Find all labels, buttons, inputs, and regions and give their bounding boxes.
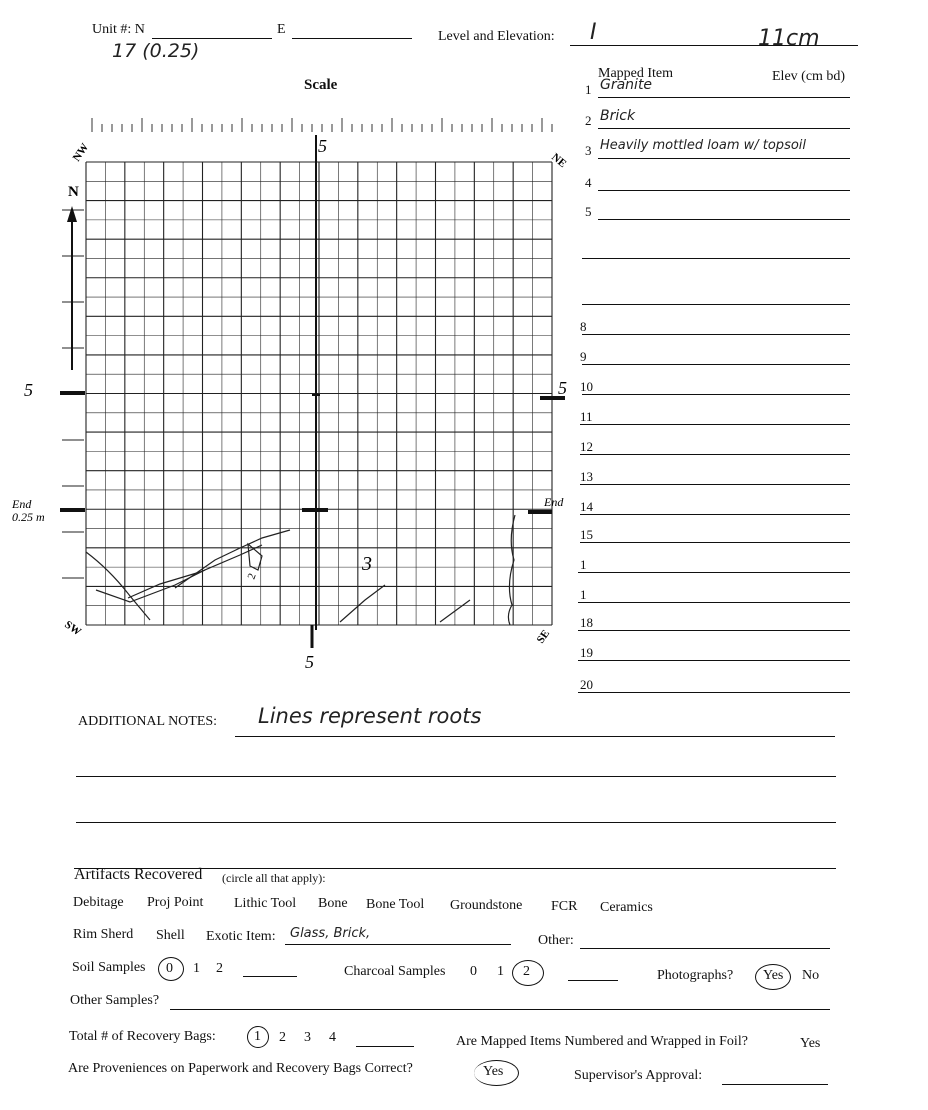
artifact-shell[interactable]: Shell <box>156 928 185 943</box>
mapped-item-heading: Mapped Item <box>598 66 674 81</box>
notes-line-1 <box>235 736 835 737</box>
other-label: Other: <box>538 933 574 948</box>
mapped-row-number: 13 <box>580 469 593 484</box>
mapped-row-line <box>598 128 850 129</box>
soil-option-1[interactable]: 1 <box>193 961 200 976</box>
artifact-fcr[interactable]: FCR <box>551 899 578 914</box>
photographs-label: Photographs? <box>657 968 734 983</box>
mapped-row-line <box>578 692 850 693</box>
mapped-row-line <box>580 484 850 485</box>
soil-samples-label: Soil Samples <box>72 960 146 975</box>
left-marker: 5 <box>24 380 33 400</box>
charcoal-option-2[interactable]: 2 <box>523 964 530 979</box>
soil-option-0[interactable]: 0 <box>166 961 173 976</box>
root-sketch-lines <box>86 515 515 625</box>
scale-ticks <box>92 118 552 132</box>
charcoal-samples-label: Charcoal Samples <box>344 964 446 979</box>
mapped-row-line <box>580 542 850 543</box>
mapped-row-text: Brick <box>600 108 636 124</box>
corner-se: SE <box>534 627 553 646</box>
level-label: Level and Elevation: <box>438 29 555 44</box>
notes-line-3 <box>76 822 836 823</box>
photos-yes[interactable]: Yes <box>763 968 784 983</box>
artifact-bone-tool[interactable]: Bone Tool <box>366 897 425 912</box>
mapped-row-number: 10 <box>580 379 593 394</box>
mapped-row-number: 19 <box>580 645 593 660</box>
wrapped-foil-yes[interactable]: Yes <box>800 1036 821 1051</box>
other-samples-label: Other Samples? <box>70 993 160 1008</box>
exotic-item-label: Exotic Item: <box>206 929 276 944</box>
charcoal-option-0[interactable]: 0 <box>470 964 477 979</box>
north-arrow-icon <box>67 206 77 370</box>
mapped-row-line <box>580 514 850 515</box>
exotic-item-line <box>285 944 511 945</box>
mapped-row-line <box>578 630 850 631</box>
mapped-row-number: 8 <box>580 319 587 334</box>
mapped-row-number: 5 <box>585 204 592 219</box>
top-marker: 5 <box>318 136 327 156</box>
provenience-yes[interactable]: Yes <box>483 1064 504 1079</box>
corner-nw: NW <box>70 141 92 164</box>
soil-line <box>243 976 297 977</box>
e-label: E <box>277 22 286 37</box>
unit-map-grid <box>0 0 580 700</box>
mapped-row-line <box>598 190 850 191</box>
right-marker: 5 <box>558 378 567 398</box>
bags-option-4[interactable]: 4 <box>329 1030 336 1045</box>
mapped-row-line <box>598 219 850 220</box>
elevation-value: 11cm <box>758 26 820 51</box>
mapped-row-number: 1 <box>580 587 587 602</box>
mapped-row-line <box>580 424 850 425</box>
artifact-groundstone[interactable]: Groundstone <box>450 898 523 913</box>
exotic-item-value: Glass, Brick, <box>290 926 371 941</box>
artifacts-title: Artifacts Recovered <box>74 866 203 883</box>
elev-heading: Elev (cm bd) <box>772 69 846 84</box>
wrapped-foil-label: Are Mapped Items Numbered and Wrapped in Foil? <box>456 1034 748 1049</box>
other-line <box>580 948 830 949</box>
mapped-row-line <box>578 572 850 573</box>
north-label: N <box>68 184 79 200</box>
mapped-row-number: 18 <box>580 615 593 630</box>
grid-lines <box>62 162 552 625</box>
artifact-ceramics[interactable]: Ceramics <box>600 900 653 915</box>
mapped-row-line <box>582 304 850 305</box>
artifact-rim-sherd[interactable]: Rim Sherd <box>73 927 134 942</box>
mapped-row-line <box>578 602 850 603</box>
notes-line-2 <box>76 776 836 777</box>
bags-option-2[interactable]: 2 <box>279 1030 286 1045</box>
mapped-row-number: 1 <box>580 557 587 572</box>
mapped-row-number: 11 <box>580 409 593 424</box>
artifact-debitage[interactable]: Debitage <box>73 895 124 910</box>
end-left-label: End 0.25 m <box>12 497 45 524</box>
charcoal-line <box>568 980 618 981</box>
mapped-row-number: 1 <box>585 82 592 97</box>
mapped-row-number: 14 <box>580 499 593 514</box>
artifacts-subtitle: (circle all that apply): <box>222 871 326 885</box>
corner-ne: NE <box>549 151 569 171</box>
mapped-row-line <box>582 364 850 365</box>
unit-label: Unit #: N <box>92 22 145 37</box>
mapped-row-number: 20 <box>580 677 593 692</box>
soil-option-2[interactable]: 2 <box>216 961 223 976</box>
notes-label: ADDITIONAL NOTES: <box>78 714 218 729</box>
mapped-row-number: 9 <box>580 349 587 364</box>
supervisor-approval-line <box>722 1084 828 1085</box>
mapped-row-line <box>582 258 850 259</box>
end-right-label: End <box>544 495 564 509</box>
mapped-row-number: 2 <box>585 113 592 128</box>
artifact-lithic-tool[interactable]: Lithic Tool <box>234 896 297 911</box>
mapped-row-line <box>582 334 850 335</box>
mapped-row-line <box>580 454 850 455</box>
supervisor-approval-label: Supervisor's Approval: <box>574 1068 703 1083</box>
mapped-row-text: Granite <box>600 77 653 93</box>
notes-value: Lines represent roots <box>258 704 482 728</box>
sketch-label-3: 3 <box>362 553 372 575</box>
photos-no[interactable]: No <box>802 968 820 983</box>
mapped-row-number: 12 <box>580 439 593 454</box>
bottom-marker: 5 <box>305 652 314 672</box>
unit-value: 17 (0.25) <box>112 40 200 62</box>
mapped-row-line <box>598 97 850 98</box>
mapped-row-line <box>582 394 850 395</box>
bags-line <box>356 1046 414 1047</box>
charcoal-option-1[interactable]: 1 <box>497 964 504 979</box>
mapped-row-number: 3 <box>585 143 592 158</box>
mapped-row-number: 4 <box>585 175 592 190</box>
mapped-row-text: Heavily mottled loam w/ topsoil <box>600 138 807 153</box>
provenience-label: Are Proveniences on Paperwork and Recovery Bags Correct? <box>68 1061 413 1076</box>
recovery-bags-label: Total # of Recovery Bags: <box>69 1029 216 1044</box>
level-value: I <box>590 20 597 45</box>
artifact-proj-point[interactable]: Proj Point <box>147 895 204 910</box>
artifact-bone[interactable]: Bone <box>318 896 348 911</box>
mapped-row-line <box>578 660 850 661</box>
corner-sw: SW <box>62 618 84 639</box>
mapped-row-line <box>598 158 850 159</box>
mapped-row-number: 15 <box>580 527 593 542</box>
scale-label: Scale <box>304 77 338 93</box>
sketch-label-2: 2 <box>245 571 259 582</box>
bags-option-3[interactable]: 3 <box>304 1030 311 1045</box>
bags-option-1[interactable]: 1 <box>254 1029 261 1044</box>
other-samples-line <box>170 1009 830 1010</box>
